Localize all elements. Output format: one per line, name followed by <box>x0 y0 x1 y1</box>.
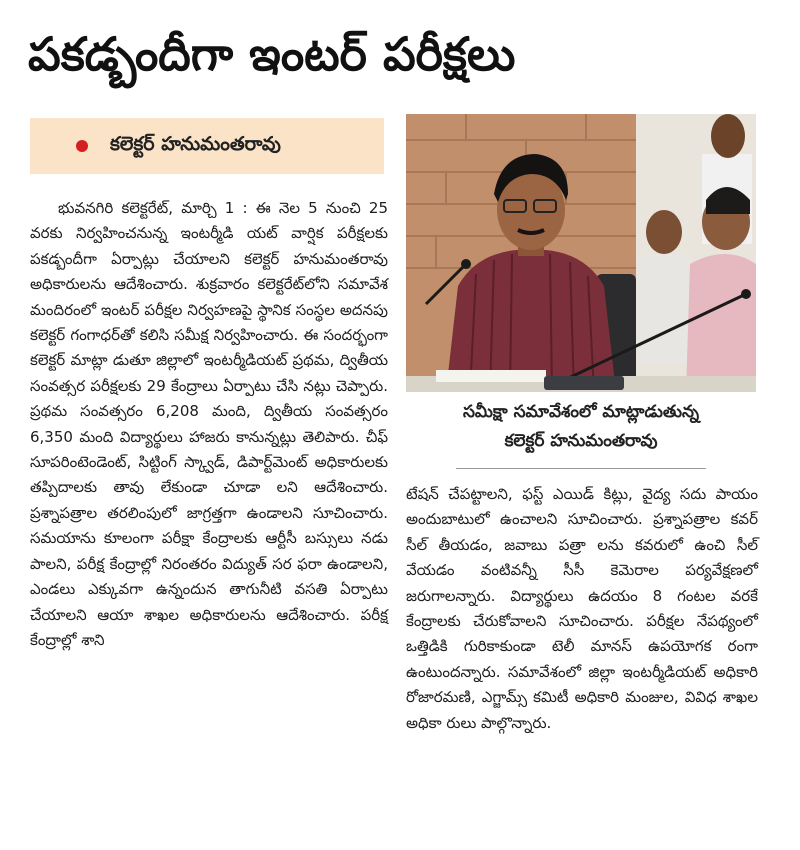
article-right-text: టేషన్ చేపట్టాలని, ఫస్ట్ ఎయిడ్ కిట్లు, వైద్య సదు పాయం అందుబాటులో ఉంచాలని సూచించారు. ప్రశ్నాపత్రాల కవర్ సీల్ తీయడం, జవాబు పత్రా లను కవరులో ఉంచి సీల్ వేయడం వంటివన్నీ సీసీ కెమెరాల పర్యవేక్షణలో జరుగాలన్నారు. విద్యార్థులు ఉదయం 8 గంటల వరకే కేంద్రాలకు చేరుకోవాలని సూచించారు. పరీక్షల నేపథ్యంలో ఒత్తిడికి గురికాకుండా టెలీ మానస్ ఉపయోగక రంగా ఉంటుందన్నారు. సమావేశంలో జిల్లా ఇంటర్మీడియట్ అధికారి రోజారమణి, ఎగ్జామ్స్ కమిటీ అధికారి మంజుల, వివిధ శాఖల అధికా రులు పాల్గొన్నారు. <box>406 485 758 732</box>
bullet-icon <box>76 140 88 152</box>
headline: పకడ్బందీగా ఇంటర్ పరీక్షలు <box>28 27 516 81</box>
news-photo <box>406 114 756 392</box>
caption-line-2: కలెక్టర్ హనుమంతరావు <box>504 431 658 451</box>
caption-divider <box>456 468 706 469</box>
photo-caption <box>406 398 756 456</box>
article-left-column <box>30 196 388 653</box>
subhead-text: కలెక్టర్ హనుమంతరావు <box>110 132 281 155</box>
subhead-banner <box>30 118 384 174</box>
article-right-column <box>406 482 758 736</box>
article-left-text: భువనగిరి కలెక్టరేట్, మార్చి 1 : ఈ నెల 5 నుంచి 25 వరకు నిర్వహించనున్న ఇంటర్మీడి యట్ వార్షిక పరీక్షలకు పకడ్బందీగా ఏర్పాట్లు చేయాలని కలెక్టర్ హనుమంతరావు అధికారులను ఆదేశించారు. శుక్రవారం కలెక్టరేట్‌లోని సమావేశ మందిరంలో ఇంటర్ పరీక్షల నిర్వహణపై స్థానిక సంస్థల అదనపు కలెక్టర్ గంగాధర్‌తో కలిసి సమీక్ష నిర్వహించారు. ఈ సందర్భంగా కలెక్టర్ మాట్లా డుతూ జిల్లాలో ఇంటర్మీడియట్ ప్రథమ, ద్వితీయ సంవత్సర పరీక్షలకు 29 కేంద్రాలు ఏర్పాటు చేసి నట్లు చెప్పారు. ప్రథమ సంవత్సరం 6,208 మంది, ద్వితీయ సంవత్సరం 6,350 మంది విద్యార్థులు హాజరు కానున్నట్లు తెలిపారు. చీఫ్ సూపరింటెండెంట్, సిట్టింగ్ స్క్వాడ్, డిపార్ట్‌మెంట్ అధికారులకు తప్పిదాలకు తావు లేకుండా చూడా లని ఆదేశించారు. ప్రశ్నాపత్రాల తరలింపులో జాగ్రత్తగా ఉండాలని సూచించారు. సమయాను కూలంగా పరీక్షా కేంద్రాలకు ఆర్టీసీ బస్సులు నడు పాలని, పరీక్ష కేంద్రాల్లో నిరంతరం విద్యుత్ సర ఫరా ఉండాలని, ఎండలు ఎక్కువగా ఉన్నందున తాగునీటి వసతి ఏర్పాటు చేయాలని ఆయా శాఖల అధికారులను ఆదేశించారు. పరీక్ష కేంద్రాల్లో శాని <box>30 199 388 649</box>
caption-line-1: సమీక్షా సమావేశంలో మాట్లాడుతున్న <box>463 402 699 422</box>
